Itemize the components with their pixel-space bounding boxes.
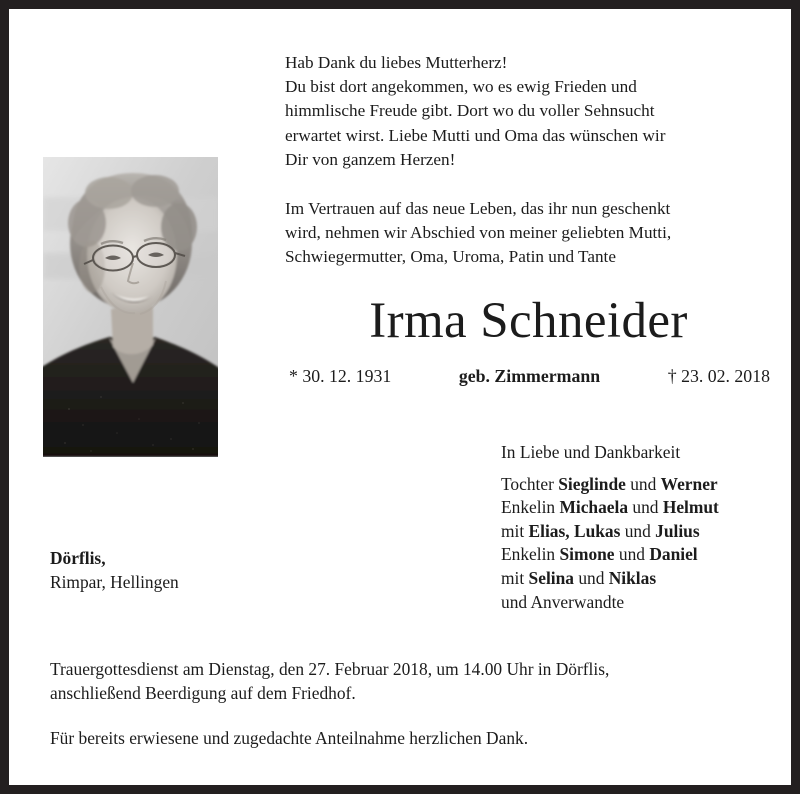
mourner-prefix: Enkelin <box>501 497 560 518</box>
maiden-name: geb. Zimmermann <box>458 365 601 386</box>
verse-line-3: himmlische Freude gibt. Dort wo du voller Sehnsucht <box>285 101 655 121</box>
mourner-name-primary: Sieglinde <box>558 473 626 494</box>
place-town: Dörflis, <box>50 548 106 568</box>
mourner-name-primary: Simone <box>559 544 615 565</box>
mourner-conjunction: und <box>628 497 663 518</box>
mourner-prefix: Tochter <box>501 473 559 494</box>
mourner-conjunction: und <box>614 544 650 565</box>
mourner-name-secondary: Daniel <box>649 544 698 565</box>
verse-line-2: Du bist dort angekommen, wo es ewig Frieden und <box>285 77 637 97</box>
place-block <box>50 547 179 594</box>
verse-line-5: Dir von ganzem Herzen! <box>285 149 456 169</box>
place-villages: Rimpar, Hellingen <box>50 571 179 592</box>
announcement-line-3: Schwiegermutter, Oma, Uroma, Patin und Tante <box>285 247 616 267</box>
mourners-block <box>501 441 791 614</box>
mourner-conjunction: und <box>620 520 656 541</box>
portrait-photo-image <box>43 157 218 457</box>
mourner-prefix: Enkelin <box>501 544 560 565</box>
service-line-2: anschließend Beerdigung auf dem Friedhof. <box>50 683 356 704</box>
mourner-prefix: mit <box>501 520 529 541</box>
announcement-line-1: Im Vertrauen auf das neue Leben, das ihr nun geschenkt <box>285 199 671 219</box>
notice-inner-area <box>9 9 791 785</box>
memorial-verse <box>285 51 772 172</box>
funeral-details <box>50 657 772 750</box>
service-details <box>50 657 772 706</box>
mourner-name-secondary: Helmut <box>662 497 719 518</box>
life-dates-row <box>285 350 772 388</box>
mourner-line <box>501 473 791 497</box>
mourners-closing: und Anverwandte <box>501 591 625 612</box>
service-line-1: Trauergottesdienst am Dienstag, den 27. Februar 2018, um 14.00 Uhr in Dörflis, <box>50 659 610 679</box>
mourner-conjunction: und <box>573 567 609 588</box>
main-text-column <box>285 51 772 388</box>
mourners-list <box>501 473 791 615</box>
mourner-line <box>501 543 791 567</box>
mourner-name-secondary: Julius <box>655 520 700 541</box>
mourner-line <box>501 520 791 544</box>
portrait-photo <box>43 157 218 457</box>
mourner-name-primary: Selina <box>528 567 574 588</box>
mourner-name-secondary: Niklas <box>608 567 657 588</box>
announcement-line-2: wird, nehmen wir Abschied von meiner geliebten Mutti, <box>285 223 672 243</box>
mourner-name-primary: Elias, Lukas <box>528 520 621 541</box>
mourner-prefix: mit <box>501 567 529 588</box>
mourners-intro: In Liebe und Dankbarkeit <box>501 442 681 462</box>
verse-line-1: Hab Dank du liebes Mutterherz! <box>285 53 508 72</box>
mourner-conjunction: und <box>625 473 661 494</box>
deceased-name: Irma Schneider <box>369 292 688 349</box>
mourner-name-primary: Michaela <box>559 497 629 518</box>
mourner-name-secondary: Werner <box>660 473 718 494</box>
mourner-line <box>501 496 791 520</box>
birth-date: * 30. 12. 1931 <box>289 365 392 386</box>
announcement-paragraph <box>285 172 772 270</box>
verse-line-4: erwartet wirst. Liebe Mutti und Oma das wünschen wir <box>285 125 666 145</box>
death-date: † 23. 02. 2018 <box>667 365 770 386</box>
thanks-note: Für bereits erwiesene und zugedachte Anteilnahme herzlichen Dank. <box>50 727 529 748</box>
mourner-line <box>501 567 791 591</box>
